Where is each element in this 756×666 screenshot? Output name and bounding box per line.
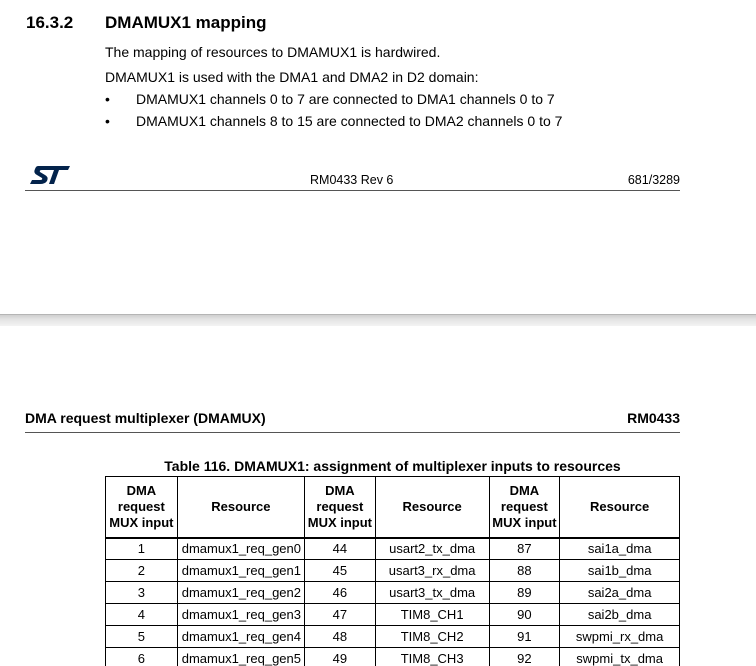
table-cell: 48 bbox=[305, 626, 376, 648]
table-cell: dmamux1_req_gen2 bbox=[177, 582, 304, 604]
table-cell: dmamux1_req_gen3 bbox=[177, 604, 304, 626]
table-cell: usart3_tx_dma bbox=[375, 582, 489, 604]
table-cell: TIM8_CH3 bbox=[375, 648, 489, 666]
running-header-ref: RM0433 bbox=[627, 410, 680, 426]
table-cell: 4 bbox=[106, 604, 178, 626]
table-cell: 3 bbox=[106, 582, 178, 604]
table-row bbox=[106, 648, 680, 666]
table-cell: 49 bbox=[305, 648, 376, 666]
table-cell: 88 bbox=[489, 560, 560, 582]
bullet-icon: • bbox=[105, 91, 110, 107]
table-cell: 44 bbox=[305, 538, 376, 560]
table-cell: 90 bbox=[489, 604, 560, 626]
table-cell: 1 bbox=[106, 538, 178, 560]
table-cell: TIM8_CH1 bbox=[375, 604, 489, 626]
table-cell: 45 bbox=[305, 560, 376, 582]
page-number: 681/3289 bbox=[627, 173, 680, 187]
table-cell: 91 bbox=[489, 626, 560, 648]
document-page-top bbox=[0, 0, 756, 314]
table-cell: 2 bbox=[106, 560, 178, 582]
paragraph: DMAMUX1 is used with the DMA1 and DMA2 in D2 domain: bbox=[105, 69, 479, 85]
table-row bbox=[106, 560, 680, 582]
mapping-table bbox=[105, 476, 680, 666]
table-cell: usart3_rx_dma bbox=[375, 560, 489, 582]
table-cell: swpmi_tx_dma bbox=[560, 648, 680, 666]
table-cell: usart2_tx_dma bbox=[375, 538, 489, 560]
table-cell: 89 bbox=[489, 582, 560, 604]
table-row bbox=[106, 626, 680, 648]
column-header: DMA request MUX input bbox=[489, 477, 560, 538]
table-cell: 47 bbox=[305, 604, 376, 626]
table-cell: sai1a_dma bbox=[560, 538, 680, 560]
table-row bbox=[106, 582, 680, 604]
document-revision: RM0433 Rev 6 bbox=[310, 173, 394, 187]
section-title: DMAMUX1 mapping bbox=[105, 13, 267, 32]
column-header: DMA request MUX input bbox=[106, 477, 178, 538]
table-header-row bbox=[106, 477, 680, 538]
table-cell: 6 bbox=[106, 648, 178, 666]
table-caption: Table 116. DMAMUX1: assignment of multiplexer inputs to resources bbox=[164, 458, 621, 474]
paragraph: The mapping of resources to DMAMUX1 is hardwired. bbox=[105, 44, 441, 60]
column-header: Resource bbox=[560, 477, 680, 538]
column-header: Resource bbox=[177, 477, 304, 538]
table-cell: 92 bbox=[489, 648, 560, 666]
table-row bbox=[106, 604, 680, 626]
table-cell: dmamux1_req_gen1 bbox=[177, 560, 304, 582]
table-cell: dmamux1_req_gen0 bbox=[177, 538, 304, 560]
table-cell: dmamux1_req_gen4 bbox=[177, 626, 304, 648]
page-separator bbox=[0, 314, 756, 326]
table-cell: sai2b_dma bbox=[560, 604, 680, 626]
bullet-text: DMAMUX1 channels 8 to 15 are connected to DMA2 channels 0 to 7 bbox=[136, 113, 563, 129]
table-cell: dmamux1_req_gen5 bbox=[177, 648, 304, 666]
table-row bbox=[106, 538, 680, 560]
table-cell: 87 bbox=[489, 538, 560, 560]
bullet-icon: • bbox=[105, 113, 110, 129]
column-header: DMA request MUX input bbox=[305, 477, 376, 538]
section-number: 16.3.2 bbox=[26, 13, 74, 32]
st-logo-icon bbox=[28, 163, 72, 187]
table-cell: sai1b_dma bbox=[560, 560, 680, 582]
table-cell: swpmi_rx_dma bbox=[560, 626, 680, 648]
table-cell: 46 bbox=[305, 582, 376, 604]
table-cell: sai2a_dma bbox=[560, 582, 680, 604]
column-header: Resource bbox=[375, 477, 489, 538]
header-divider bbox=[25, 432, 680, 433]
footer-divider bbox=[25, 190, 680, 191]
bullet-text: DMAMUX1 channels 0 to 7 are connected to DMA1 channels 0 to 7 bbox=[136, 91, 555, 107]
table-cell: TIM8_CH2 bbox=[375, 626, 489, 648]
table-cell: 5 bbox=[106, 626, 178, 648]
running-header-title: DMA request multiplexer (DMAMUX) bbox=[25, 410, 266, 426]
